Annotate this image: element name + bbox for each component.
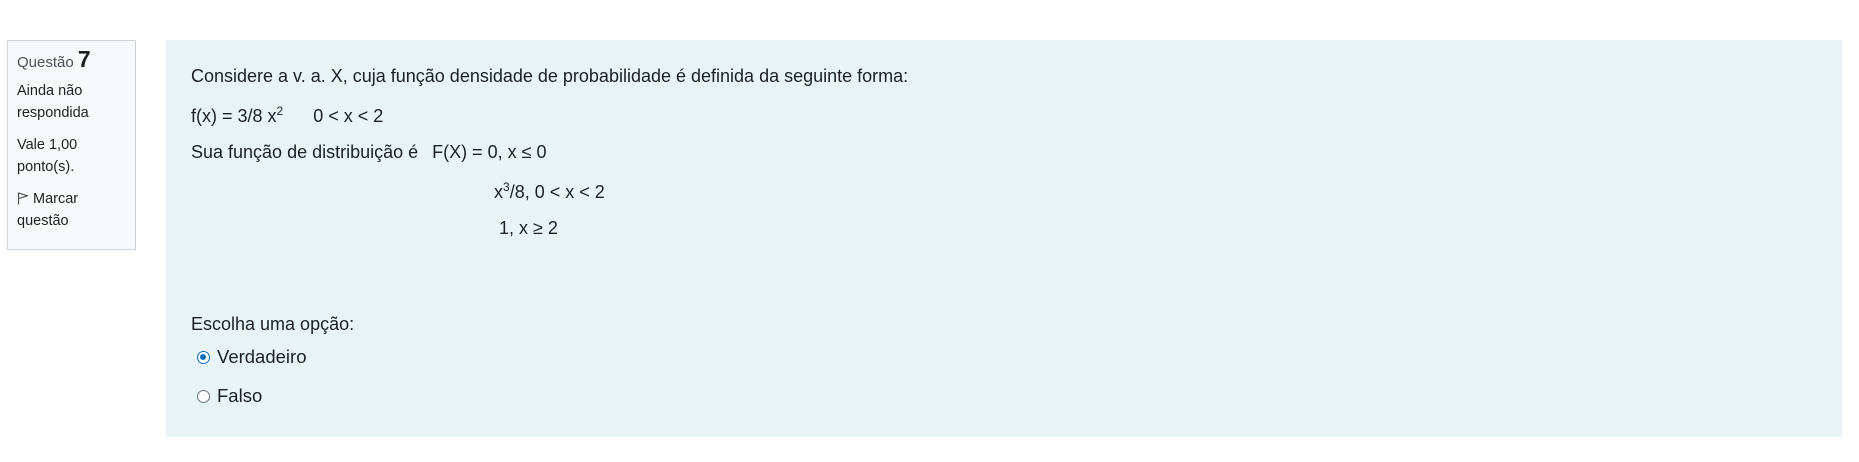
pdf-exponent: 2 xyxy=(276,104,284,118)
question-intro: Considere a v. a. X, cuja função densidade de probabilidade é definida da seguinte forma: xyxy=(191,66,909,86)
radio-verdadeiro[interactable] xyxy=(197,351,210,364)
cdf-line-2 xyxy=(494,180,605,203)
answer-prompt: Escolha uma opção: xyxy=(191,314,355,334)
question-grade xyxy=(17,134,126,178)
option-falso[interactable] xyxy=(197,385,262,407)
cdf-case-2-exponent: 3 xyxy=(503,180,510,194)
cdf-line-1 xyxy=(191,142,547,163)
option-verdadeiro[interactable] xyxy=(197,346,306,368)
grade-line-1: Vale 1,00 xyxy=(17,137,78,153)
cdf-case-1: F(X) = 0, x ≤ 0 xyxy=(432,142,547,162)
pdf-formula xyxy=(191,104,383,127)
cdf-case-2-base: x xyxy=(494,182,503,202)
question-number xyxy=(17,48,126,74)
cdf-intro: Sua função de distribuição é xyxy=(191,142,419,162)
flag-label-line-1[interactable]: Marcar xyxy=(33,191,79,207)
question-label: Questão xyxy=(17,54,74,71)
status-line-1: Ainda não xyxy=(17,83,83,99)
pdf-lhs: f(x) = 3/8 x xyxy=(191,106,277,126)
flag-question-button[interactable] xyxy=(17,188,126,232)
cdf-case-2-rest: /8, 0 < x < 2 xyxy=(509,182,605,202)
flag-label-line-2[interactable]: questão xyxy=(17,213,69,229)
question-number-value: 7 xyxy=(77,46,91,72)
grade-line-2: ponto(s). xyxy=(17,159,75,175)
pdf-range: 0 < x < 2 xyxy=(313,106,384,126)
question-content xyxy=(166,40,1842,437)
question-info-panel xyxy=(7,40,136,250)
cdf-line-3: 1, x ≥ 2 xyxy=(499,218,558,238)
option-verdadeiro-label[interactable]: Verdadeiro xyxy=(217,346,307,367)
question-status xyxy=(17,80,126,124)
flag-icon xyxy=(17,192,29,205)
radio-falso[interactable] xyxy=(197,390,210,403)
option-falso-label[interactable]: Falso xyxy=(217,385,263,406)
status-line-2: respondida xyxy=(17,105,89,121)
